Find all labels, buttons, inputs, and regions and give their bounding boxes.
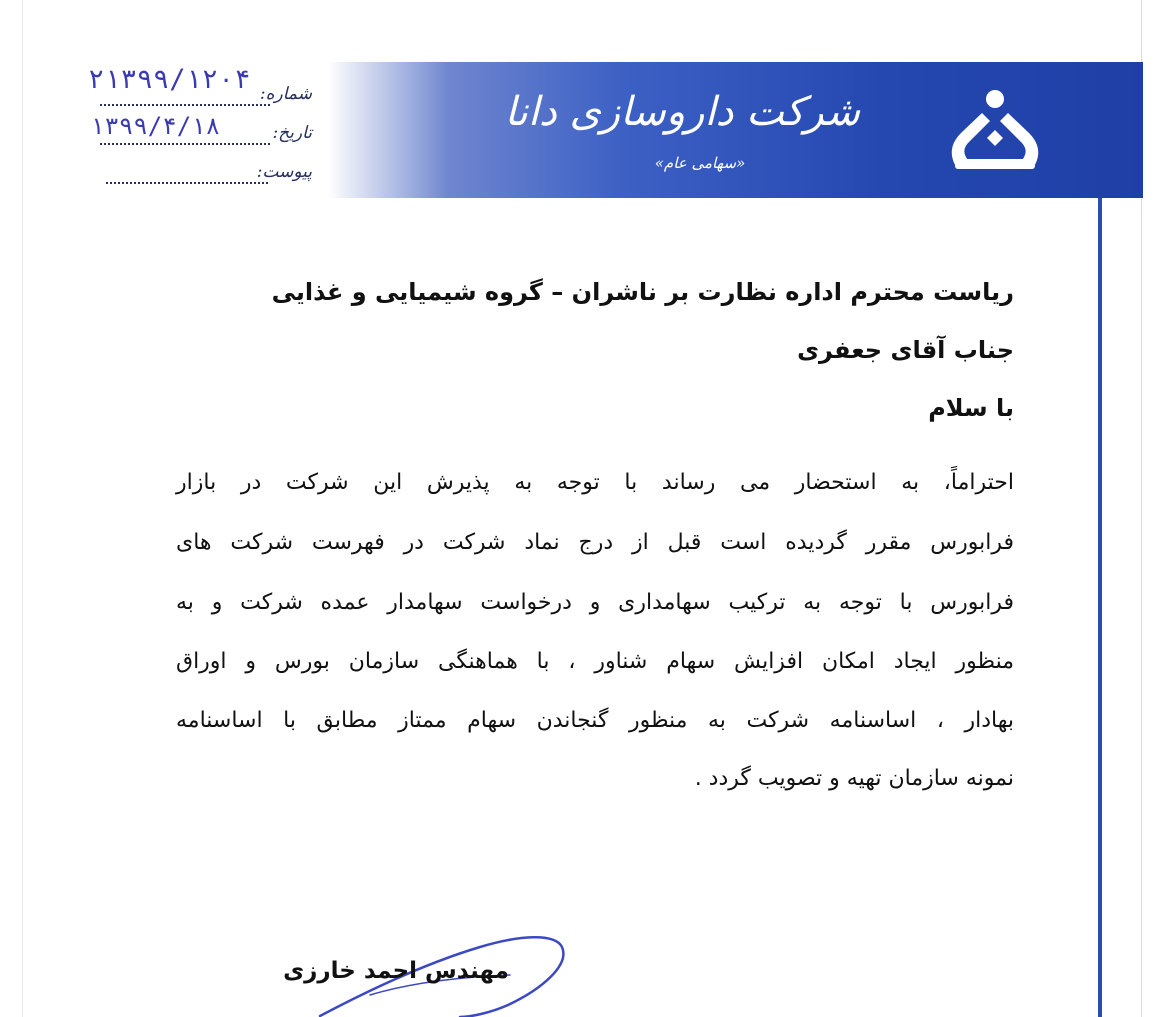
- recipient-name: جناب آقای جعفری: [797, 336, 1014, 364]
- attachment-label: پیوست:: [256, 162, 312, 182]
- date-value: ۱۳۹۹/۴/۱۸: [90, 112, 221, 140]
- number-label: شماره:: [259, 84, 312, 104]
- recipient-title: ریاست محترم اداره نظارت بر ناشران – گروه شیمیایی و غذایی: [271, 278, 1014, 306]
- date-dotted-line: [100, 143, 270, 145]
- number-dotted-line: [100, 104, 270, 106]
- date-label: تاریخ:: [272, 123, 312, 143]
- company-name: شرکت داروسازی دانا: [504, 89, 860, 135]
- body-line-3: فرابورس با توجه به ترکیب سهامداری و درخواست سهامدار عمده شرکت و به: [176, 590, 1014, 615]
- attachment-dotted-line: [106, 182, 268, 184]
- body-line-2: فرابورس مقرر گردیده است قبل از درج نماد شرکت در فهرست شرکت های: [176, 530, 1014, 555]
- body-line-1: احتراماً، به استحضار می رساند با توجه به پذیرش این شرکت در بازار: [176, 470, 1014, 495]
- body-line-5: بهادار ، اساسنامه شرکت به منظور گنجاندن سهام ممتاز مطابق با اساسنامه: [176, 708, 1014, 733]
- signatory-name: مهندس احمد خارزی: [283, 958, 509, 984]
- body-line-6: نمونه سازمان تهیه و تصویب گردد .: [694, 766, 1014, 791]
- company-type: «سهامی عام»: [654, 154, 746, 172]
- dana-logo-icon: [943, 86, 1047, 174]
- letterhead-side-rule: [1098, 198, 1102, 1017]
- number-value: ۲۱۳۹۹/۱۲۰۴: [88, 64, 251, 95]
- page-left-edge: [22, 0, 23, 1017]
- greeting: با سلام: [928, 394, 1014, 422]
- body-line-4: منظور ایجاد امکان افزایش سهام شناور ، با هماهنگی سازمان بورس و اوراق: [176, 649, 1014, 674]
